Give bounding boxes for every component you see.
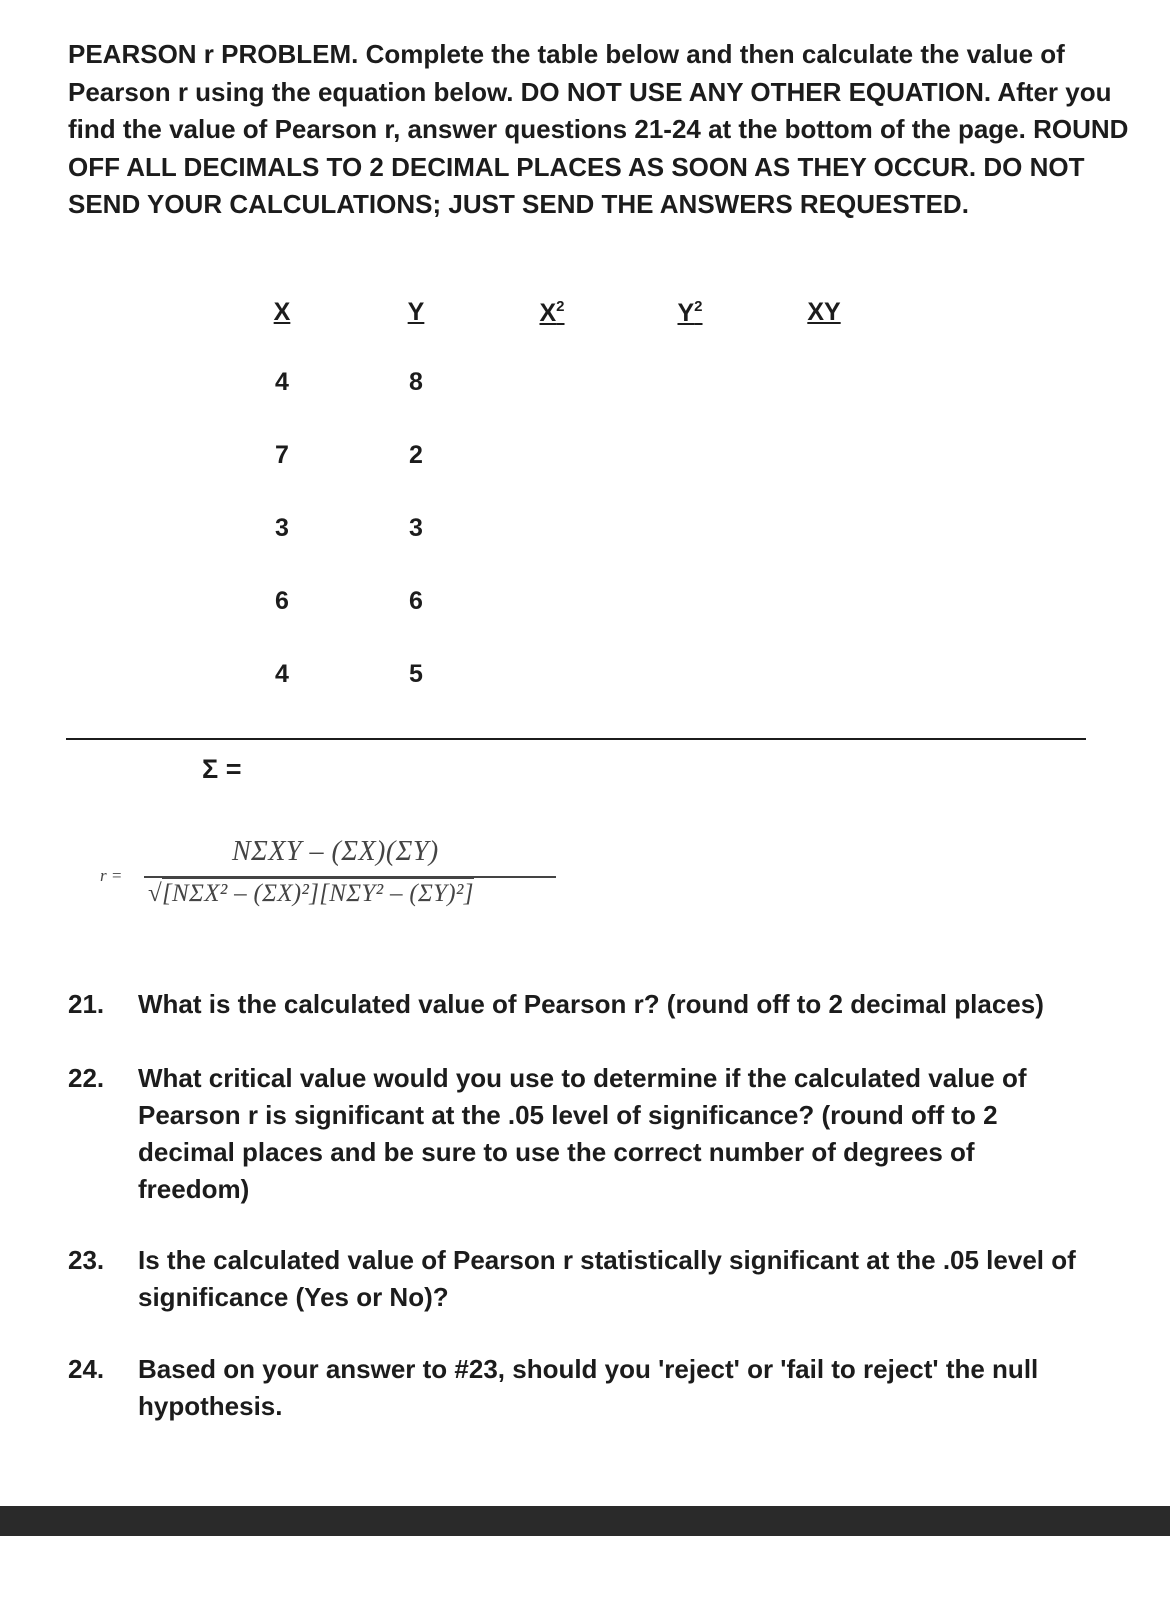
question-text: What critical value would you use to determine if the calculated value of Pearson r is significant at the .05 level of significance? (round off to 2 decimal places and be sure to use the correct number of degrees of freedom) [138,1063,1027,1204]
x-value: 3 [275,514,289,542]
formula-r-label: r = [100,866,123,885]
column-header-y: Y [407,298,425,326]
question-23 [68,1242,1148,1316]
question-text: Based on your answer to #23, should you 'reject' or 'fail to reject' the null hypothesis. [138,1354,1039,1421]
question-24 [68,1351,1148,1425]
question-number: 21. [68,989,105,1019]
sum-divider-line [66,738,1086,740]
column-header-xy: XY [807,298,841,326]
question-number: 23. [68,1245,105,1275]
question-text: What is the calculated value of Pearson r? (round off to 2 decimal places) [138,989,1044,1019]
y-value: 3 [409,514,423,542]
y-value: 6 [409,587,423,615]
column-header-x-squared: $X^2$ [539,298,565,327]
question-number: 24. [68,1354,105,1384]
sum-label: Σ = [202,754,242,784]
question-21 [68,986,1148,1023]
y-value: 2 [409,441,423,469]
question-text: Is the calculated value of Pearson r statistically significant at the .05 level of significance (Yes or No)? [138,1245,1076,1312]
bottom-dark-band [0,1506,1170,1536]
formula-numerator: NΣXY – (ΣX)(ΣY) [232,836,439,867]
formula-denominator: √[NΣX² – (ΣX)²][NΣY² – (ΣY)²] [148,880,474,907]
question-22 [68,1060,1148,1208]
instructions-paragraph: PEARSON r PROBLEM. Complete the table below and then calculate the value of Pearson r using the equation below. DO NOT USE ANY OTHER EQUATION. After you find the value of Pearson r, answer questions 21-24 at the bottom of the page. ROUND OFF ALL DECIMALS TO 2 DECIMAL PLACES AS SOON AS THEY OCCUR. DO NOT SEND YOUR CALCULATIONS; JUST SEND THE ANSWERS REQUESTED. [68,39,1129,219]
y-value: 5 [409,660,423,688]
square-root-sign: √ [148,880,163,907]
question-number: 22. [68,1063,105,1093]
x-value: 4 [275,660,289,688]
x-value: 4 [275,368,289,396]
column-header-y-squared: $Y^2$ [677,298,703,327]
y-value: 8 [409,368,423,396]
pearson-r-formula [100,836,560,928]
column-header-x: X [273,298,291,326]
x-value: 6 [275,587,289,615]
x-value: 7 [275,441,289,469]
